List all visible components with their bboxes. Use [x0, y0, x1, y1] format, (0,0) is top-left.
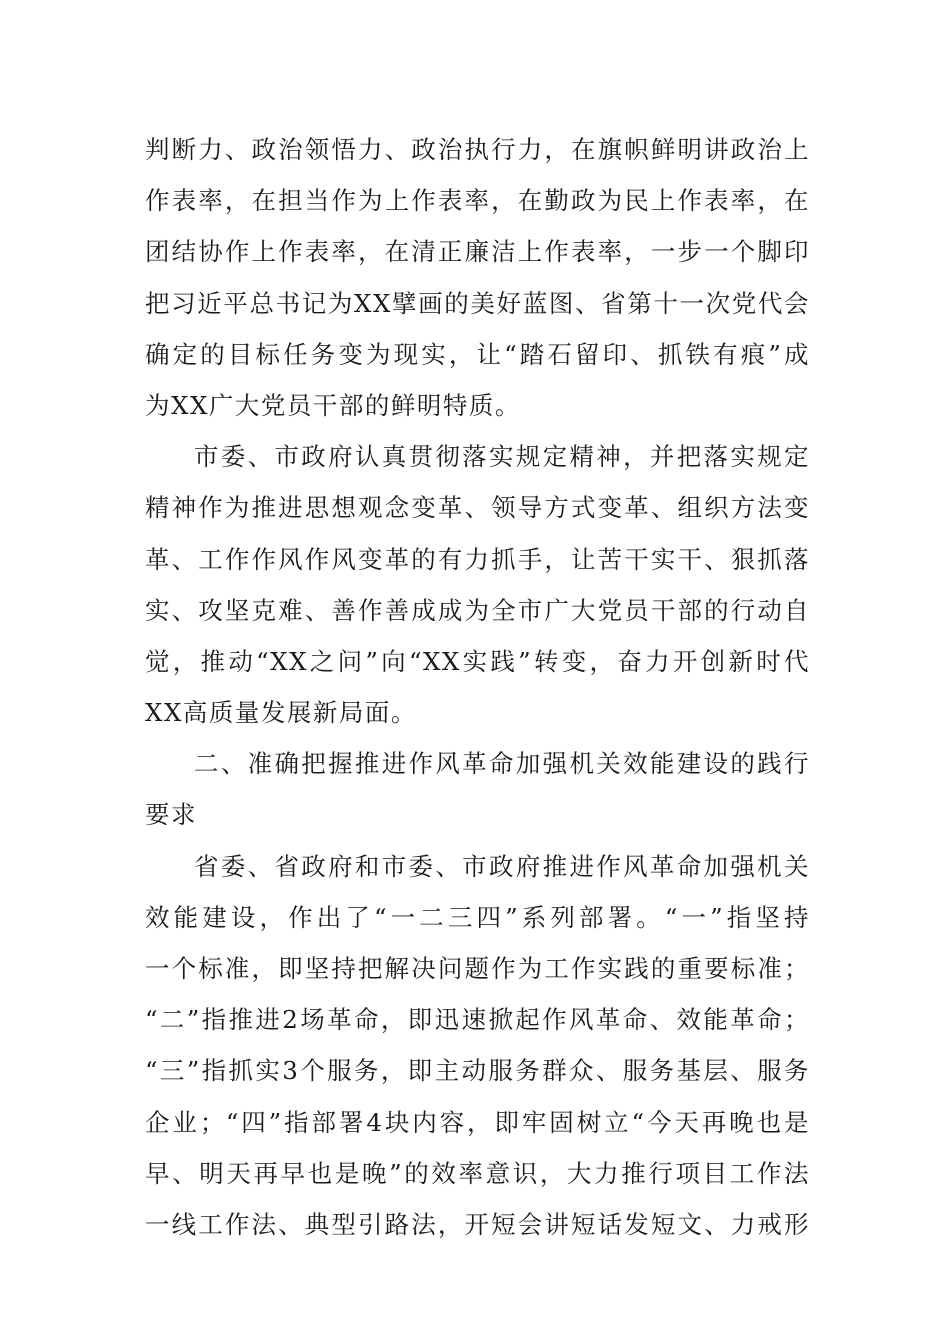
- text-line: 作表率，在担当作为上作表率，在勤政为民上作表率，在: [145, 186, 810, 216]
- text-line: 觉，推动“XX之问”向“XX实践”转变，奋力开创新时代: [145, 646, 810, 676]
- text-line: 团结协作上作表率，在清正廉洁上作表率，一步一个脚印: [145, 237, 810, 267]
- text-line: 要求: [145, 800, 197, 830]
- text-line: 一线工作法、典型引路法，开短会讲短话发短文、力戒形: [145, 1209, 810, 1239]
- text-line: 效能建设，作出了“一二三四”系列部署。“一”指坚持: [145, 902, 810, 932]
- text-line: 把习近平总书记为XX擘画的美好蓝图、省第十一次党代会: [145, 288, 810, 318]
- text-line: “二”指推进2场革命，即迅速掀起作风革命、效能革命；: [145, 1005, 810, 1035]
- text-line: 一个标准，即坚持把解决问题作为工作实践的重要标准；: [145, 954, 810, 983]
- text-line: XX高质量发展新局面。: [145, 698, 417, 728]
- text-line: 判断力、政治领悟力、政治执行力，在旗帜鲜明讲政治上: [145, 135, 810, 164]
- text-line: 二、准确把握推进作风革命加强机关效能建设的践行: [194, 749, 810, 779]
- text-line: 市委、市政府认真贯彻落实规定精神，并把落实规定: [194, 442, 810, 472]
- text-line: 确定的目标任务变为现实，让“踏石留印、抓铁有痕”成: [145, 339, 810, 369]
- text-line: 精神作为推进思想观念变革、领导方式变革、组织方法变: [145, 493, 810, 523]
- text-line: “三”指抓实3个服务，即主动服务群众、服务基层、服务: [145, 1056, 810, 1086]
- text-line: 为XX广大党员干部的鲜明特质。: [145, 390, 521, 420]
- text-line: 省委、省政府和市委、市政府推进作风革命加强机关: [194, 851, 810, 881]
- text-line: 实、攻坚克难、善作善成成为全市广大党员干部的行动自: [145, 595, 810, 625]
- document-body: [145, 124, 810, 1250]
- text-line: 革、工作作风作风变革的有力抓手，让苦干实干、狠抓落: [145, 544, 810, 574]
- text-line: 早、明天再早也是晚”的效率意识，大力推行项目工作法: [145, 1158, 810, 1188]
- text-line: 企业；“四”指部署4块内容，即牢固树立“今天再晚也是: [145, 1107, 810, 1137]
